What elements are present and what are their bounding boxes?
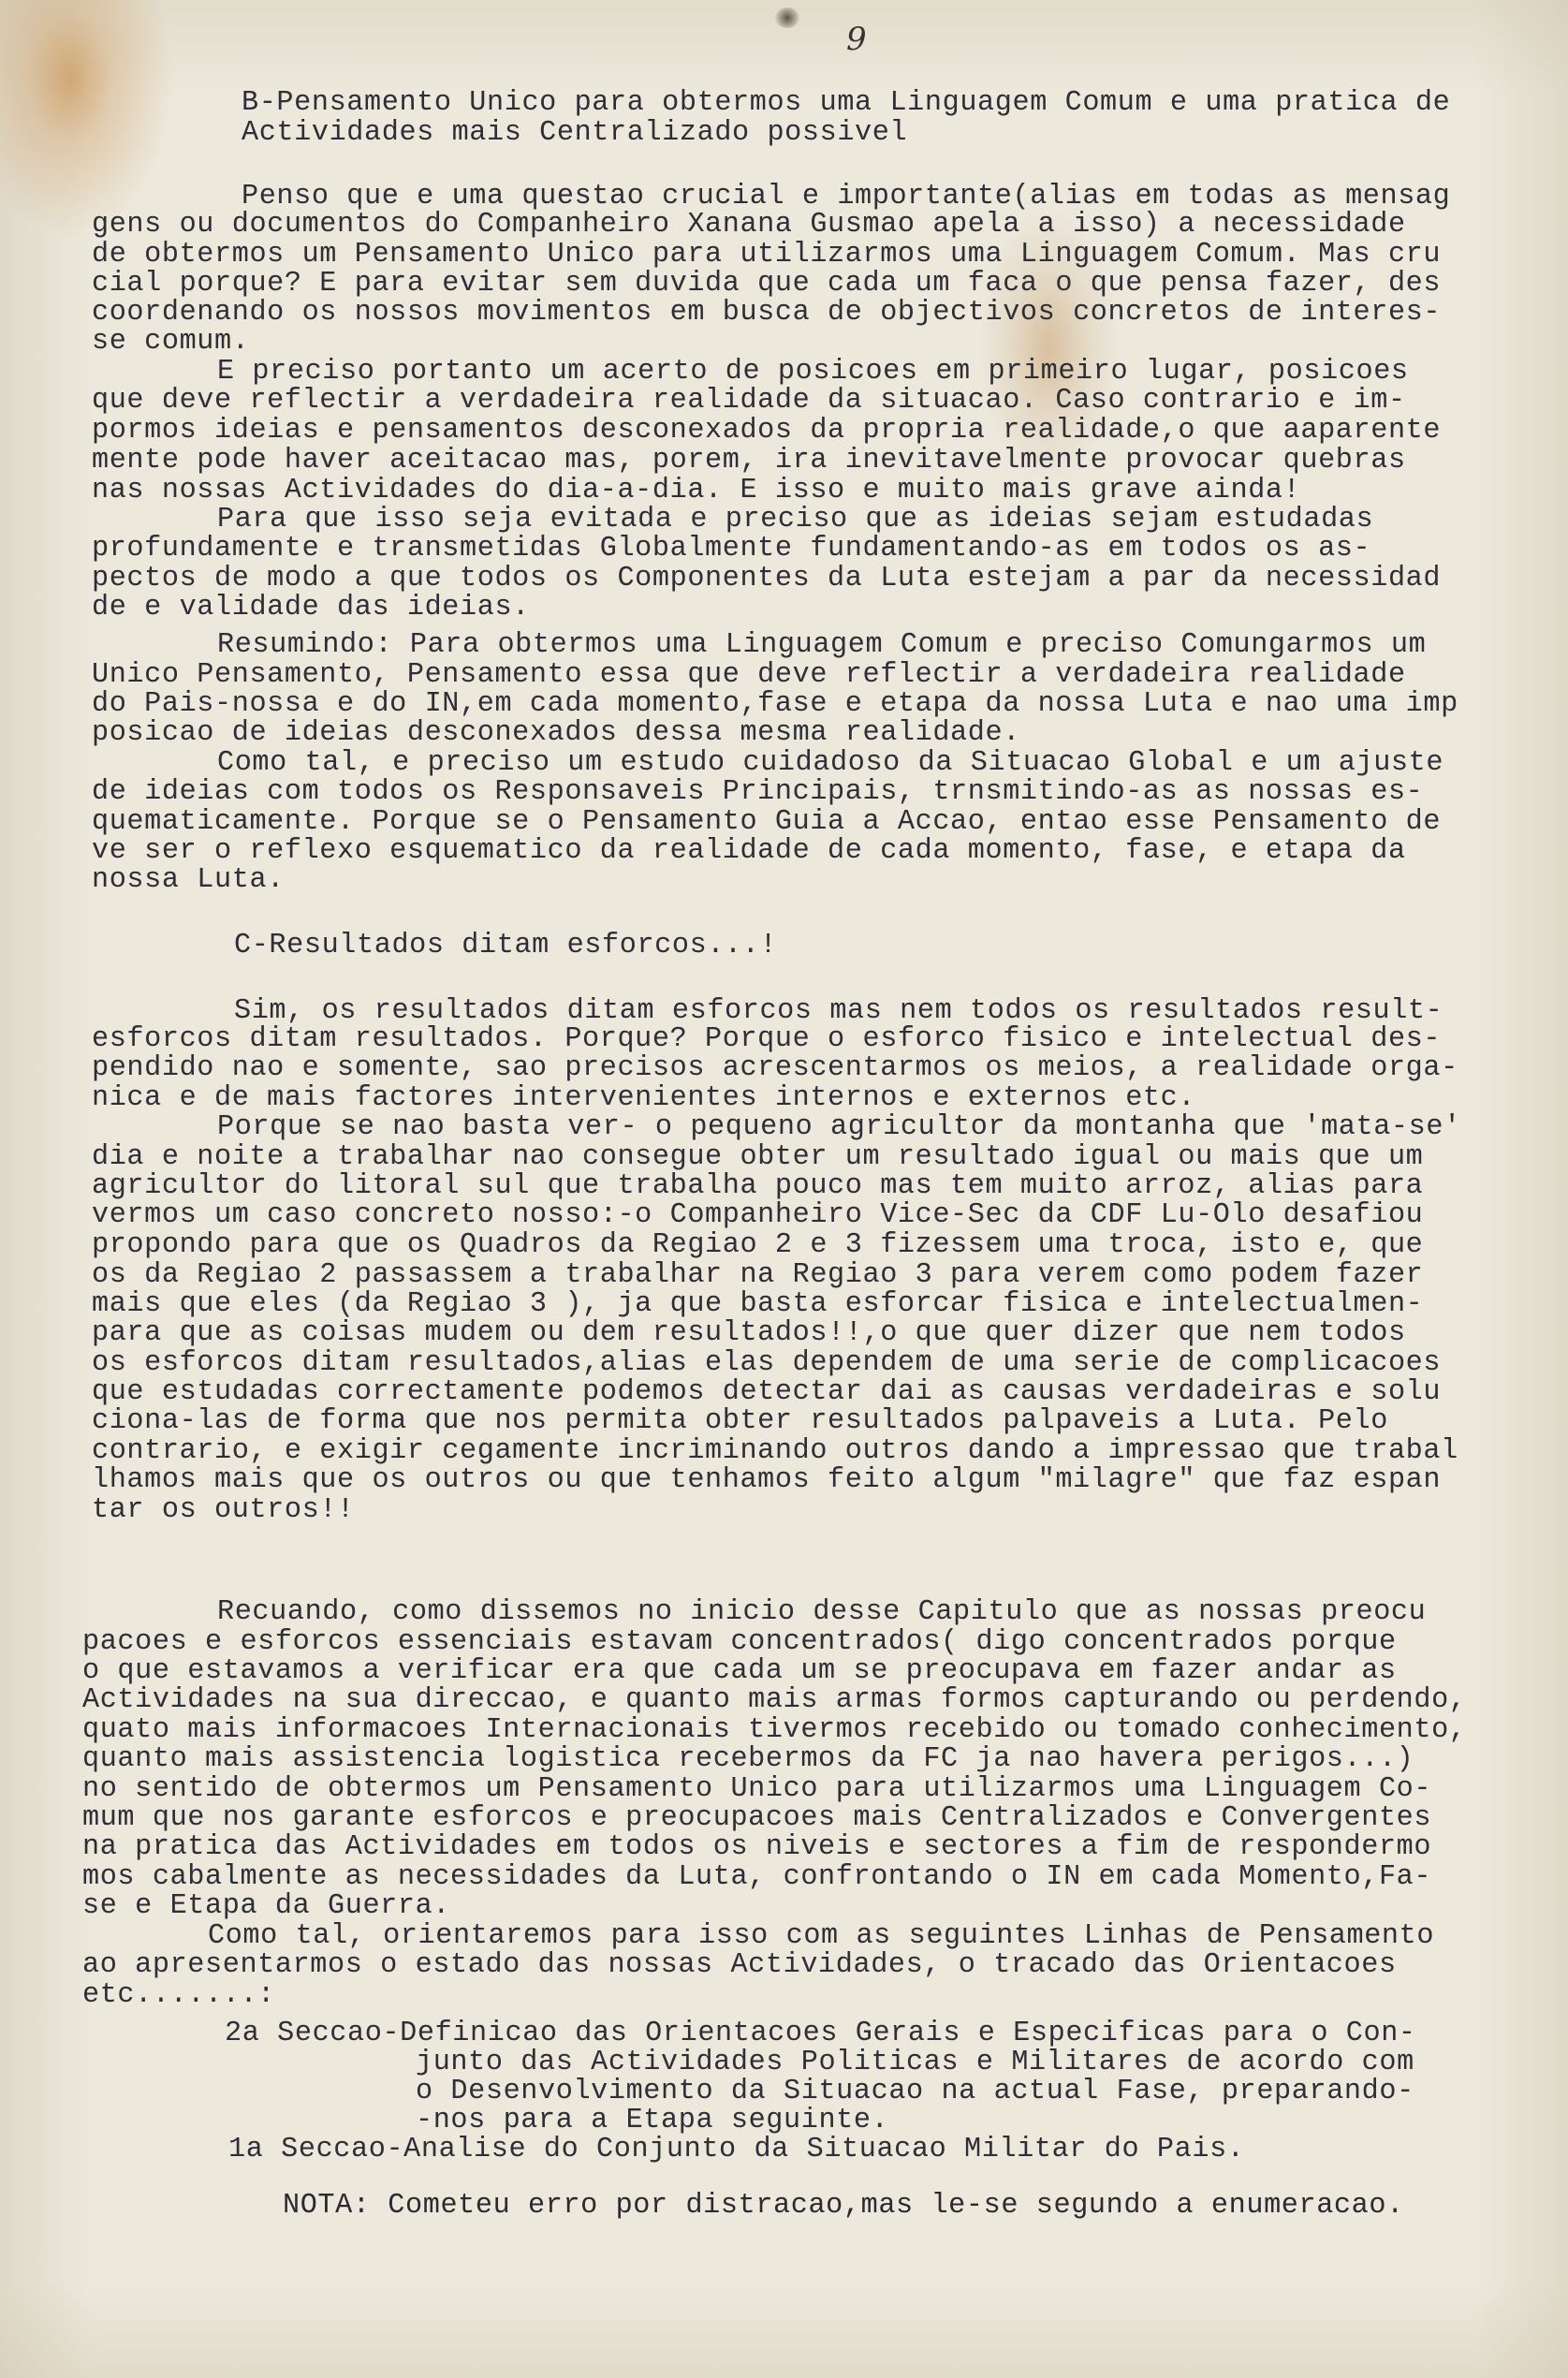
text-line: mente pode haver aceitacao mas, porem, ira inevitavelmente provocar quebras	[92, 445, 1406, 477]
text-line: tar os outros!!	[92, 1494, 355, 1526]
text-line: 2a Seccao-Definicao das Orientacoes Gerais e Especificas para o Con-	[225, 2018, 1416, 2049]
text-line: para que as coisas mudem ou dem resultados!!,o que quer dizer que nem todos	[92, 1317, 1406, 1349]
text-line: esforcos ditam resultados. Porque? Porque o esforco fisico e intelectual des-	[92, 1023, 1442, 1055]
text-line: Actividades mais Centralizado possivel	[242, 117, 908, 149]
text-line: lhamos mais que os outros ou que tenhamos feito algum "milagre" que faz espan	[92, 1464, 1442, 1496]
text-line: Porque se nao basta ver- o pequeno agricultor da montanha que 'mata-se'	[217, 1111, 1461, 1143]
text-line: mais que eles (da Regiao 3 ), ja que basta esforcar fisica e intelectualmen-	[92, 1288, 1424, 1320]
text-line: posicao de ideias desconexados dessa mesma realidade.	[92, 717, 1020, 749]
text-line: se e Etapa da Guerra.	[82, 1890, 451, 1922]
text-line: gens ou documentos do Companheiro Xanana Gusmao apela a isso) a necessidade	[92, 209, 1406, 241]
text-line: mos cabalmente as necessidades da Luta, confrontando o IN em cada Momento,Fa-	[82, 1861, 1432, 1893]
text-line: de ideias com todos os Responsaveis Principais, trnsmitindo-as as nossas es-	[92, 776, 1424, 808]
text-line: o Desenvolvimento da Situacao na actual Fase, preparando-	[416, 2076, 1414, 2107]
text-line: os esforcos ditam resultados,alias elas dependem de uma serie de complicacoes	[92, 1347, 1442, 1379]
text-line: nossa Luta.	[92, 864, 285, 896]
text-line: Recuando, como dissemos no inicio desse Capitulo que as nossas preocu	[217, 1596, 1427, 1628]
page-number: 9	[846, 21, 867, 58]
text-line: que deve reflectir a verdadeira realidade da situacao. Caso contrario e im-	[92, 385, 1406, 417]
text-line: profundamente e transmetidas Globalmente fundamentando-as em todos os as-	[92, 533, 1371, 565]
text-line: Como tal, e preciso um estudo cuidadoso da Situacao Global e um ajuste	[217, 747, 1444, 779]
text-line: NOTA: Cometeu erro por distracao,mas le-se segundo a enumeracao.	[283, 2190, 1404, 2222]
text-line: dia e noite a trabalhar nao consegue obter um resultado igual ou mais que um	[92, 1141, 1424, 1173]
text-line: pectos de modo a que todos os Componentes da Luta estejam a par da necessidad	[92, 563, 1442, 594]
text-line: de obtermos um Pensamento Unico para utilizarmos uma Linguagem Comum. Mas cru	[92, 239, 1442, 271]
text-line: ao apresentarmos o estado das nossas Actividades, o tracado das Orientacoes	[82, 1949, 1397, 1981]
text-line: na pratica das Actividades em todos os niveis e sectores a fim de respondermo	[82, 1831, 1432, 1863]
text-line: Actividades na sua direccao, e quanto mais armas formos capturando ou perdendo,	[82, 1684, 1467, 1716]
text-line: Para que isso seja evitada e preciso que as ideias sejam estudadas	[217, 504, 1374, 536]
text-line: coordenando os nossos movimentos em busca de objectivos concretos de interes-	[92, 297, 1442, 329]
text-line: nas nossas Actividades do dia-a-dia. E isso e muito mais grave ainda!	[92, 475, 1301, 506]
text-line: do Pais-nossa e do IN,em cada momento,fase e etapa da nossa Luta e nao uma imp	[92, 688, 1458, 720]
text-line: Sim, os resultados ditam esforcos mas nem todos os resultados result-	[234, 995, 1443, 1027]
text-line: agricultor do litoral sul que trabalha pouco mas tem muito arroz, alias para	[92, 1170, 1424, 1202]
text-line: B-Pensamento Unico para obtermos uma Linguagem Comum e uma pratica de	[242, 87, 1451, 119]
text-line: Resumindo: Para obtermos uma Linguagem Comum e preciso Comungarmos um	[217, 629, 1427, 661]
text-line: se comum.	[92, 326, 250, 358]
text-line: os da Regiao 2 passassem a trabalhar na Regiao 3 para verem como podem fazer	[92, 1259, 1424, 1291]
text-line: nica e de mais factores intervenientes internos e externos etc.	[92, 1082, 1196, 1114]
ink-smudge	[775, 7, 799, 28]
text-line: no sentido de obtermos um Pensamento Unico para utilizarmos uma Linguagem Co-	[82, 1773, 1432, 1805]
text-line: o que estavamos a verificar era que cada um se preocupava em fazer andar as	[82, 1655, 1397, 1687]
text-line: pendido nao e somente, sao precisos acrescentarmos os meios, a realidade orga-	[92, 1052, 1458, 1084]
text-line: de e validade das ideias.	[92, 592, 530, 624]
text-line: Unico Pensamento, Pensamento essa que deve reflectir a verdadeira realidade	[92, 659, 1406, 691]
text-line: quato mais informacoes Internacionais tivermos recebido ou tomado conhecimento,	[82, 1714, 1467, 1746]
text-line: pormos ideias e pensamentos desconexados da propria realidade,o que aaparente	[92, 415, 1442, 447]
text-line: ciona-las de forma que nos permita obter resultados palpaveis a Luta. Pelo	[92, 1405, 1388, 1437]
text-line: Penso que e uma questao crucial e importante(alias em todas as mensag	[242, 181, 1451, 213]
text-line: etc.......:	[82, 1979, 275, 2011]
text-line: quanto mais assistencia logistica recebermos da FC ja nao havera perigos...)	[82, 1743, 1414, 1775]
text-line: cial porque? E para evitar sem duvida que cada um faca o que pensa fazer, des	[92, 268, 1442, 300]
text-line: vermos um caso concreto nosso:-o Companheiro Vice-Sec da CDF Lu-Olo desafiou	[92, 1199, 1424, 1231]
text-line: -nos para a Etapa seguinte.	[416, 2105, 889, 2136]
text-line: contrario, e exigir cegamente incriminando outros dando a impressao que trabal	[92, 1435, 1458, 1467]
text-line: Como tal, orientaremos para isso com as seguintes Linhas de Pensamento	[208, 1920, 1435, 1952]
text-line: E preciso portanto um acerto de posicoes em primeiro lugar, posicoes	[217, 356, 1409, 388]
text-line: ve ser o reflexo esquematico da realidade de cada momento, fase, e etapa da	[92, 835, 1406, 867]
text-line: junto das Actividades Politicas e Militares de acordo com	[416, 2047, 1414, 2078]
text-line: que estudadas correctamente podemos detectar dai as causas verdadeiras e solu	[92, 1376, 1442, 1408]
text-line: pacoes e esforcos essenciais estavam concentrados( digo concentrados porque	[82, 1626, 1397, 1658]
text-line: quematicamente. Porque se o Pensamento Guia a Accao, entao esse Pensamento de	[92, 806, 1442, 838]
text-line: propondo para que os Quadros da Regiao 2 e 3 fizessem uma troca, isto e, que	[92, 1229, 1424, 1261]
text-line: 1a Seccao-Analise do Conjunto da Situacao Militar do Pais.	[228, 2134, 1245, 2165]
text-line: C-Resultados ditam esforcos...!	[234, 930, 778, 961]
text-line: mum que nos garante esforcos e preocupacoes mais Centralizados e Convergentes	[82, 1802, 1432, 1834]
